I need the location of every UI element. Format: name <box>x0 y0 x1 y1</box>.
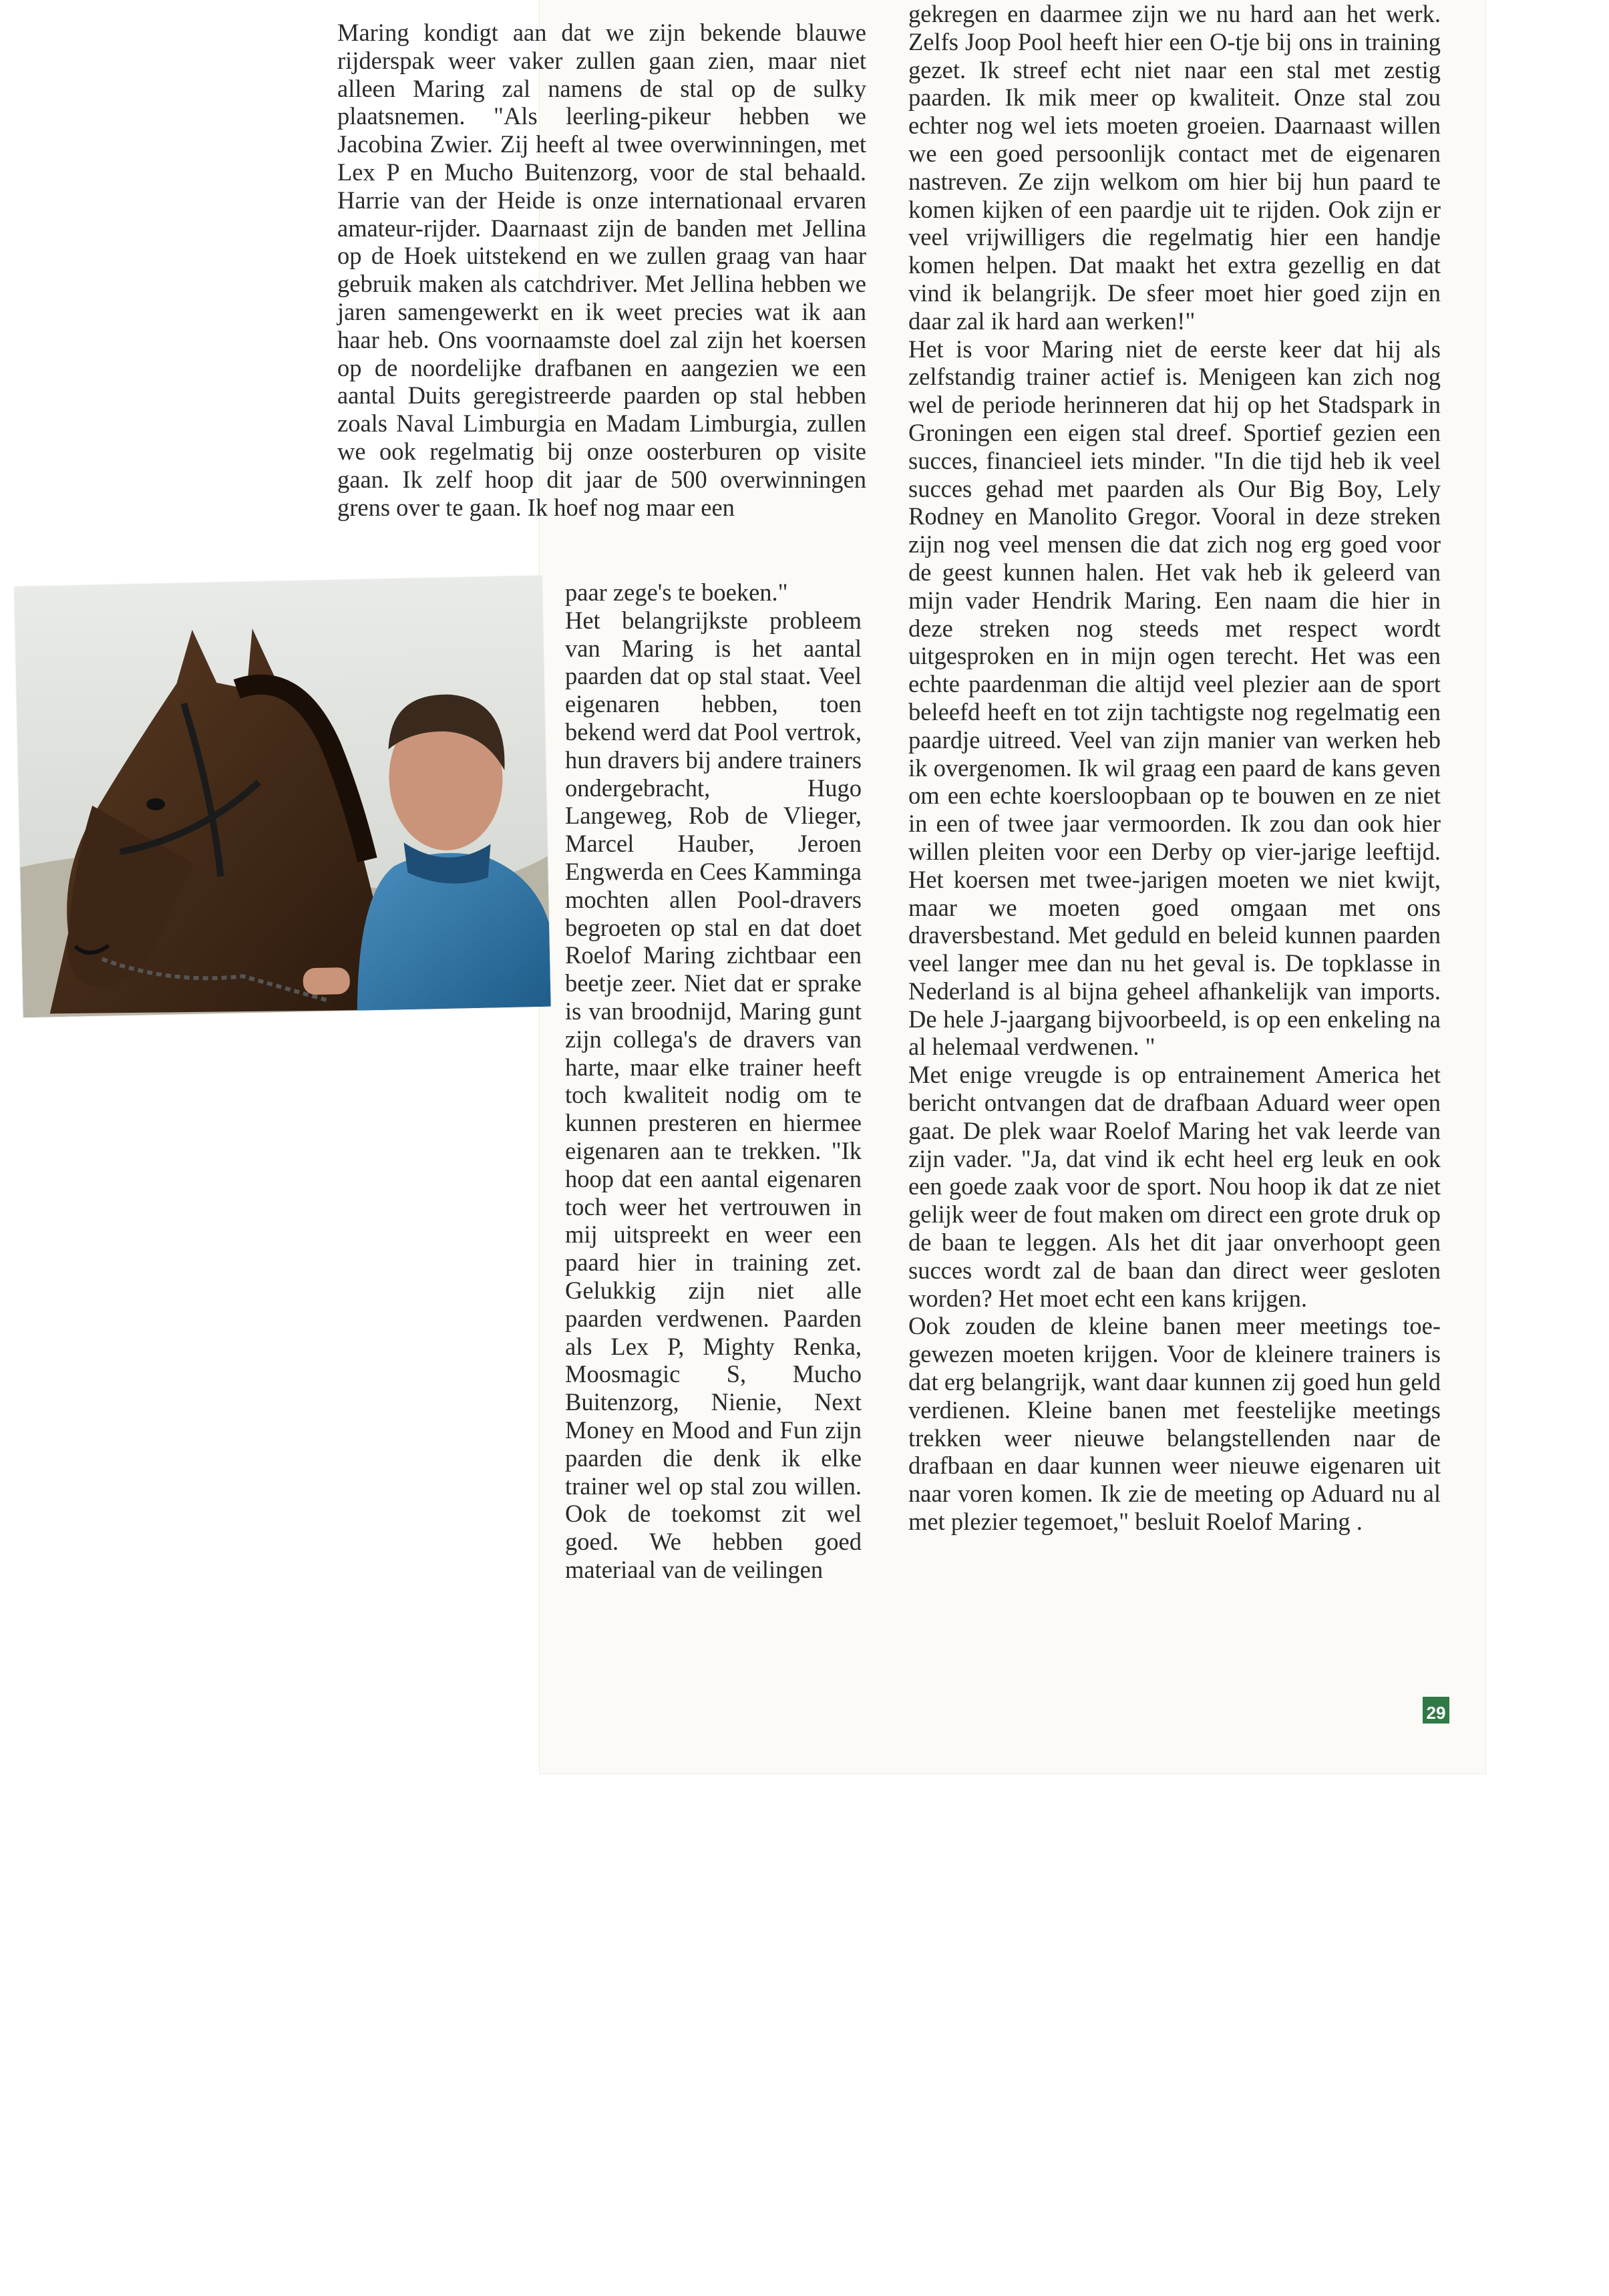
paragraph: Het is voor Maring niet de eerste keer dat hij als zelfstandig trainer actief is. Menigeen kan zich nog wel de periode herinneren dat hij op het Stadspark in Groningen een eigen stal dreef. Sportief gezien een succes, financieel iets minder. "In die tijd heb ik veel succes gehad met paarden als Our Big Boy, Lely Rodney en Manolito Gregor. Vooral in deze streken zijn nog veel mensen die dat zich nog erg goed voor de geest kunnen halen. Het vak heb ik geleerd van mijn vader Hendrik Maring. Een naam die hier in deze streken nog steeds met respect wordt uitgesproken en in mijn ogen terecht. Het was een echte paardenman die altijd veel plezier aan de sport beleefd heeft en tot zijn tachtigste nog regelmatig een paardje uitreed. Veel van zijn manier van werken heb ik overgenomen. Ik wil graag een paard de kans geven om een echte koersloopbaan op te bouwen en ze niet in een of twee jaar vermoorden. Ik zou dan ook hier willen pleiten voor een Derby op vier-jarige leeftijd. Het koersen met twee-jarigen moeten we niet kwijt, maar we moeten goed omgaan met ons draversbestand. Met geduld en beleid kunnen paarden veel langer mee dan nu het geval is. De topklasse in Nederland is al bijna geheel afhankelijk van imports. De hele J-jaargang bijvoorbeeld, is op een enkeling na al helemaal verdwenen. " <box>908 335 1441 1061</box>
paragraph: gekregen en daarmee zijn we nu hard aan het werk. Zelfs Joop Pool heeft hier een O-tje bij ons in training gezet. Ik streef echt niet naar een stal met zestig paarden. Ik mik meer op kwaliteit. Onze stal zou echter nog wel iets moeten groeien. Daarnaast willen we een goed persoonlijk contact met de eigenaren nastreven. Ze zijn welkom om hier bij hun paard te komen kijken of een paardje uit te rijden. Ook zijn er veel vrijwilligers die regelmatig hier een handje komen helpen. Dat maakt het extra gezellig en dat vind ik belangrijk. De sfeer moet hier goed zijn en daar zal ik hard aan werken!" <box>908 0 1441 335</box>
paragraph: Maring kondigt aan dat we zijn bekende blauwe rijderspak weer vaker zullen gaan zien, maar niet alleen Maring zal namens de stal op de sulky plaatsnemen. "Als leerling-pikeur hebben we Jacobina Zwier. Zij heeft al twee overwinningen, met Lex P en Mucho Buitenzorg, voor de stal behaald. Harrie van der Heide is onze internationaal ervaren amateur-rijder. Daarnaast zijn de banden met Jellina op de Hoek uitstekend en we zullen graag van haar gebruik maken als catchdriver. Met Jellina hebben we jaren samengewerkt en ik weet precies wat ik aan haar heb. Ons voornaamste doel zal zijn het koersen op de noordelijke drafbanen en aangezien we een aantal Duits geregistreerde paarden op stal hebben zoals Naval Limburgia en Madam Limburgia, zullen we ook regelmatig bij onze oosterburen op visite gaan. Ik zelf hoop dit jaar de 500 overwinningen grens over te gaan. Ik hoef nog maar een <box>337 19 866 521</box>
article-column-1-narrow <box>565 579 862 1584</box>
paragraph: Met enige vreugde is op entrainement America het bericht ontvangen dat de drafbaan Aduard weer open gaat. De plek waar Roelof Maring het vak leerde van zijn vader. "Ja, dat vind ik echt heel erg leuk en ook een goede zaak voor de sport. Nou hoop ik dat ze niet gelijk weer de fout maken om direct een grote druk op de baan te leggen. Als het dit jaar onverhoopt geen succes wordt zal de baan dan direct weer gesloten worden? Het moet echt een kans krijgen. <box>908 1061 1441 1312</box>
paragraph: paar zege's te boeken." <box>565 579 788 606</box>
paragraph: Het belangrijkste probleem van Maring is het aantal paarden dat op stal staat. Veel eigenaren hebben, toen bekend werd dat Pool vertrok, hun dravers bij andere trainers ondergebracht, Hugo Langeweg, Rob de Vlieger, Marcel Hauber, Jeroen Engwerda en Cees Kamminga mochten allen Pool-dravers begroeten op stal en dat doet Roelof Maring zichtbaar een beetje zeer. Niet dat er sprake is van broodnijd, Maring gunt zijn collega's de dravers van harte, maar elke trainer heeft toch kwaliteit nodig om te kunnen presteren en hiermee eigenaren aan te trekken. "Ik hoop dat een aantal eigenaren toch weer het vertrouwen in mij uitspreekt en weer een paard hier in training zet. Gelukkig zijn niet alle paarden verdwenen. Paarden als Lex P, Mighty Renka, Moosmagic S, Mucho Buitenzorg, Nienie, Next Money en Mood and Fun zijn paarden die denk ik elke trainer wel op stal zou willen. Ook de toekomst zit wel goed. We hebben goed materiaal van de veilingen <box>565 606 862 1583</box>
article-column-1 <box>337 19 866 521</box>
page-number: 29 <box>1423 1697 1449 1724</box>
article-column-2 <box>908 0 1441 1536</box>
photo-illustration <box>14 576 550 1017</box>
horse-and-trainer-photo <box>14 576 550 1017</box>
paragraph: Ook zouden de kleine banen meer meetings toegewezen moeten krijgen. Voor de kleinere trainers is dat erg belangrijk, want daar kunnen zij goed hun geld verdienen. Kleine banen met feestelijke meetings trekken weer nieuwe belangstellenden naar de drafbaan en daar kunnen weer nieuwe eigenaren uit naar voren komen. Ik zie de meeting op Aduard nu al met plezier tegemoet," besluit Roelof Maring . <box>908 1312 1441 1536</box>
